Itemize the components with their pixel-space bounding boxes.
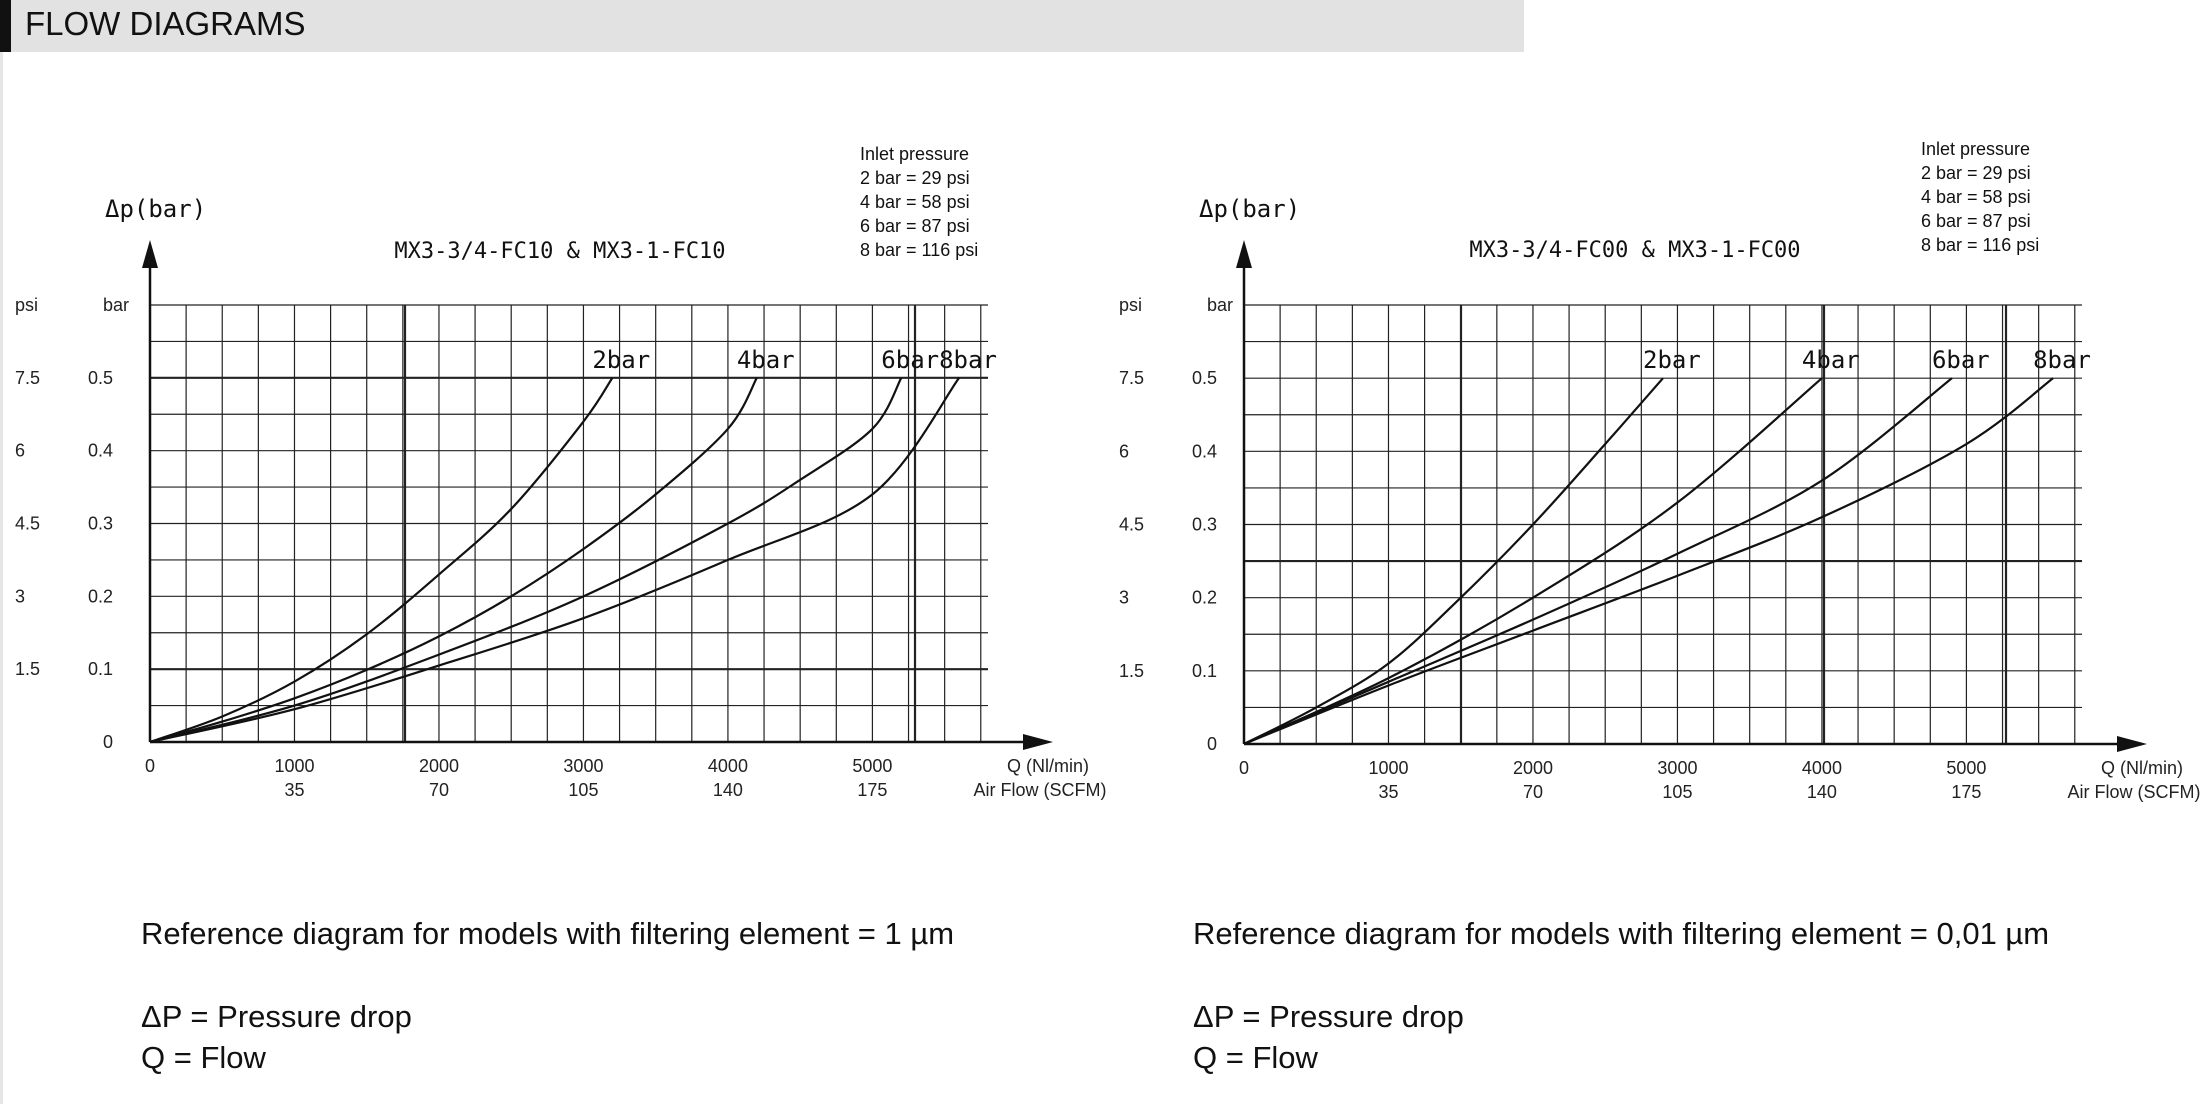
y-unit-bar: bar	[1206, 295, 1233, 315]
x-tick-label: 4000	[707, 756, 748, 776]
y-tick-label-bar: 0.2	[1191, 587, 1217, 608]
x-tick-label-scfm: 35	[284, 780, 305, 800]
x-tick-label: 5000	[1946, 758, 1987, 778]
inlet-pressure-line: 2 bar = 29 psi	[860, 168, 970, 188]
y-unit-psi: psi	[1119, 295, 1143, 315]
series-label-4bar: 4bar	[1801, 346, 1860, 374]
caption-reference-fc10: Reference diagram for models with filtering element = 1 µm	[141, 916, 955, 951]
y-axis-arrow	[1236, 240, 1252, 268]
x-tick-label-scfm: 175	[1951, 782, 1982, 802]
y-tick-label-psi: 4.5	[15, 513, 41, 534]
y-axis-arrow	[142, 240, 158, 268]
y-tick-label-psi: 1.5	[1119, 660, 1145, 681]
y-tick-label-bar: 0.3	[1191, 514, 1217, 535]
inlet-pressure-title: Inlet pressure	[860, 144, 970, 164]
x-tick-label-scfm: 70	[428, 780, 449, 800]
series-label-2bar: 2bar	[592, 346, 651, 374]
y-tick-label-bar: 0.1	[1191, 660, 1217, 681]
y-tick-label-bar: 0.1	[87, 659, 113, 680]
grid	[150, 305, 988, 742]
y-tick-label-psi: 3	[15, 586, 26, 607]
x-axis-title: Q (Nl/min)	[1007, 756, 1089, 776]
inlet-pressure-line: 8 bar = 116 psi	[860, 240, 979, 260]
x-tick-label: 3000	[563, 756, 604, 776]
caption-q-fc10: Q = Flow	[141, 1040, 266, 1075]
inlet-pressure-title: Inlet pressure	[1921, 139, 2031, 159]
y-axis-title: Δp(bar)	[1199, 195, 1301, 223]
y-unit-bar: bar	[102, 295, 129, 315]
x-tick-label-scfm: 105	[1662, 782, 1693, 802]
series-label-6bar: 6bar	[881, 346, 940, 374]
y-tick-label-psi: 3	[1119, 587, 1130, 608]
y-tick-label-psi: 4.5	[1119, 514, 1145, 535]
x-tick-label: 2000	[418, 756, 459, 776]
y-tick-label-bar: 0	[1206, 734, 1217, 754]
y-tick-label-psi: 6	[15, 440, 26, 461]
y-tick-label-bar: 0.2	[87, 586, 113, 607]
series-label-4bar: 4bar	[736, 346, 795, 374]
inlet-pressure-line: 6 bar = 87 psi	[1921, 211, 2031, 231]
flow-chart-fc10	[0, 0, 1107, 860]
y-tick-label-bar: 0.5	[87, 367, 113, 388]
inlet-pressure-line: 4 bar = 58 psi	[1921, 187, 2031, 207]
x-tick-label: 0	[144, 756, 156, 776]
y-tick-label-psi: 7.5	[15, 367, 41, 388]
x-tick-label: 1000	[1368, 758, 1409, 778]
x-tick-label: 1000	[274, 756, 315, 776]
caption-delta-p-fc00: ΔP = Pressure drop	[1193, 999, 1464, 1034]
y-tick-label-bar: 0.3	[87, 513, 113, 534]
x-tick-label: 2000	[1512, 758, 1553, 778]
x-axis-arrow	[2117, 736, 2147, 752]
x-tick-label-scfm: 35	[1378, 782, 1399, 802]
inlet-pressure-line: 8 bar = 116 psi	[1921, 235, 2040, 255]
inlet-pressure-line: 2 bar = 29 psi	[1921, 163, 2031, 183]
chart-title: MX3-3/4-FC10 & MX3-1-FC10	[394, 239, 726, 264]
x-tick-label: 4000	[1801, 758, 1842, 778]
y-tick-label-psi: 7.5	[1119, 368, 1145, 389]
x-tick-label: 0	[1238, 758, 1250, 778]
y-tick-label-psi: 6	[1119, 441, 1130, 462]
x-axis-title-scfm: Air Flow (SCFM)	[2067, 782, 2201, 802]
x-tick-label: 3000	[1657, 758, 1698, 778]
inlet-pressure-line: 6 bar = 87 psi	[860, 216, 970, 236]
x-tick-label-scfm: 175	[857, 780, 888, 800]
x-axis-arrow	[1023, 734, 1053, 750]
y-tick-label-bar: 0.5	[1191, 368, 1217, 389]
axes	[142, 240, 1053, 750]
x-tick-label-scfm: 140	[1806, 782, 1837, 802]
caption-reference-fc00: Reference diagram for models with filtering element = 0,01 µm	[1193, 916, 2050, 951]
chart-title: MX3-3/4-FC00 & MX3-1-FC00	[1469, 238, 1801, 263]
inlet-pressure-line: 4 bar = 58 psi	[860, 192, 970, 212]
x-axis-title-scfm: Air Flow (SCFM)	[973, 780, 1107, 800]
caption-q-fc00: Q = Flow	[1193, 1040, 1318, 1075]
y-axis-title: Δp(bar)	[105, 195, 207, 223]
series-label-6bar: 6bar	[1931, 346, 1990, 374]
series-label-8bar: 8bar	[939, 346, 997, 374]
x-tick-label-scfm: 140	[712, 780, 743, 800]
series-label-2bar: 2bar	[1643, 346, 1701, 374]
y-tick-label-bar: 0	[102, 732, 113, 752]
flow-chart-fc00	[1104, 0, 2204, 860]
series-label-8bar: 8bar	[2033, 346, 2091, 374]
x-tick-label-scfm: 105	[568, 780, 599, 800]
x-tick-label: 5000	[852, 756, 893, 776]
y-tick-label-bar: 0.4	[1191, 441, 1217, 462]
page-title: FLOW DIAGRAMS	[25, 5, 306, 42]
y-tick-label-bar: 0.4	[87, 440, 113, 461]
x-tick-label-scfm: 70	[1522, 782, 1543, 802]
y-unit-psi: psi	[15, 295, 39, 315]
caption-delta-p-fc10: ΔP = Pressure drop	[141, 999, 412, 1034]
x-axis-title: Q (Nl/min)	[2101, 758, 2183, 778]
y-tick-label-psi: 1.5	[15, 659, 41, 680]
